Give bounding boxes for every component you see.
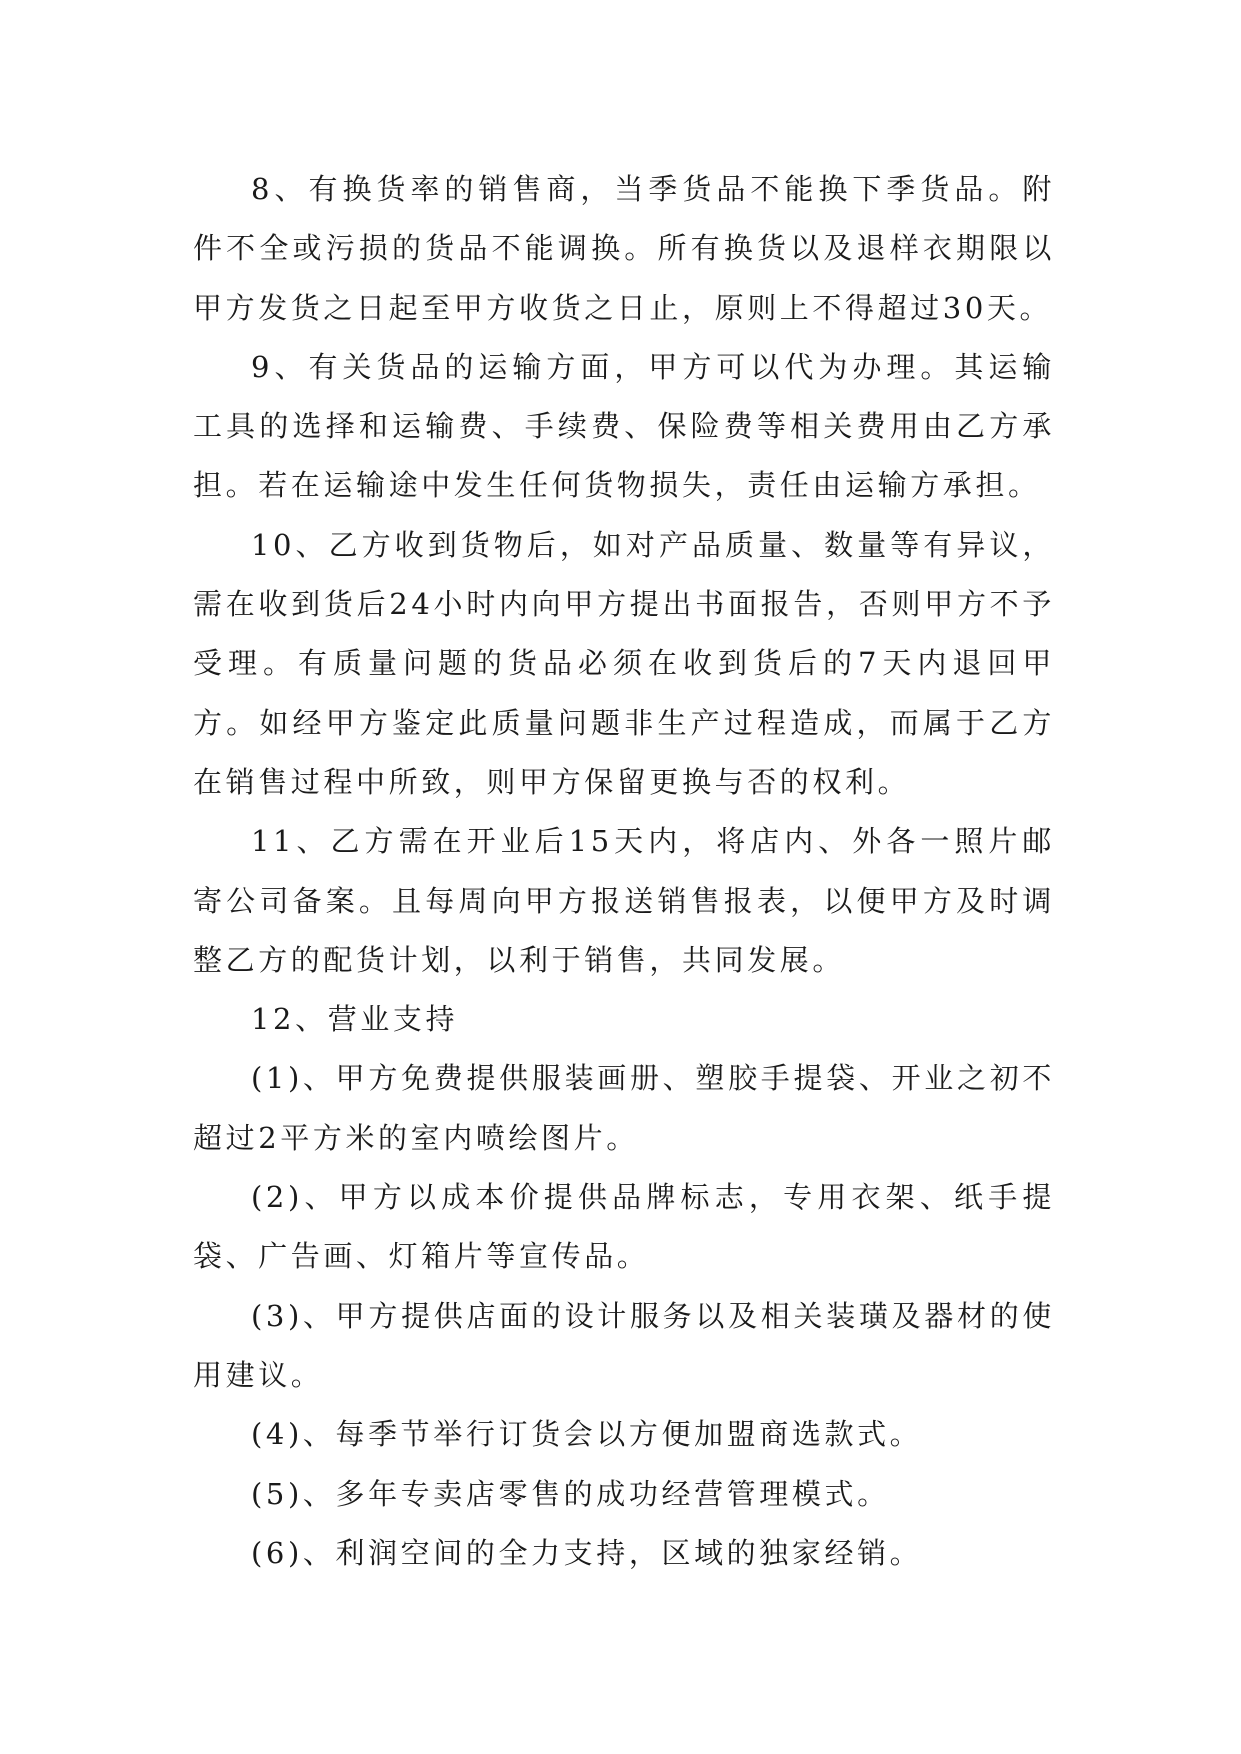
paragraph-item-12-heading: 12、营业支持 <box>251 1002 459 1037</box>
paragraph-item-11: 11、乙方需在开业后15天内，将店内、外各一照片邮寄公司备案。且每周向甲方报送销售报表，以便甲方及时调整乙方的配货计划，以利于销售，共同发展。 <box>193 824 1055 977</box>
paragraph-subitem-1: (1)、甲方免费提供服装画册、塑胶手提袋、开业之初不超过2平方米的室内喷绘图片。 <box>193 1061 1055 1155</box>
paragraph-subitem-5: (5)、多年专卖店零售的成功经营管理模式。 <box>251 1476 890 1511</box>
paragraph-item-9: 9、有关货品的运输方面，甲方可以代为办理。其运输工具的选择和运输费、手续费、保险费等相关费用由乙方承担。若在运输途中发生任何货物损失，责任由运输方承担。 <box>193 349 1055 503</box>
paragraph-subitem-6: (6)、利润空间的全力支持，区域的独家经销。 <box>251 1535 923 1570</box>
paragraph-subitem-2: (2)、甲方以成本价提供品牌标志，专用衣架、纸手提袋、广告画、灯箱片等宣传品。 <box>193 1180 1055 1274</box>
paragraph-item-8: 8、有换货率的销售商，当季货品不能换下季货品。附件不全或污损的货品不能调换。所有换货以及退样衣期限以甲方发货之日起至甲方收货之日止，原则上不得超过30天。 <box>193 172 1055 325</box>
paragraph-item-10: 10、乙方收到货物后，如对产品质量、数量等有异议，需在收到货后24小时内向甲方提出书面报告，否则甲方不予受理。有质量问题的货品必须在收到货后的7天内退回甲方。如经甲方鉴定此质量问题非生产过程造成，而属于乙方在销售过程中所致，则甲方保留更换与否的权利。 <box>193 527 1055 799</box>
paragraph-subitem-4: (4)、每季节举行订货会以方便加盟商选款式。 <box>251 1417 923 1452</box>
paragraph-subitem-3: (3)、甲方提供店面的设计服务以及相关装璜及器材的使用建议。 <box>193 1298 1055 1392</box>
document-body <box>193 160 1055 1583</box>
